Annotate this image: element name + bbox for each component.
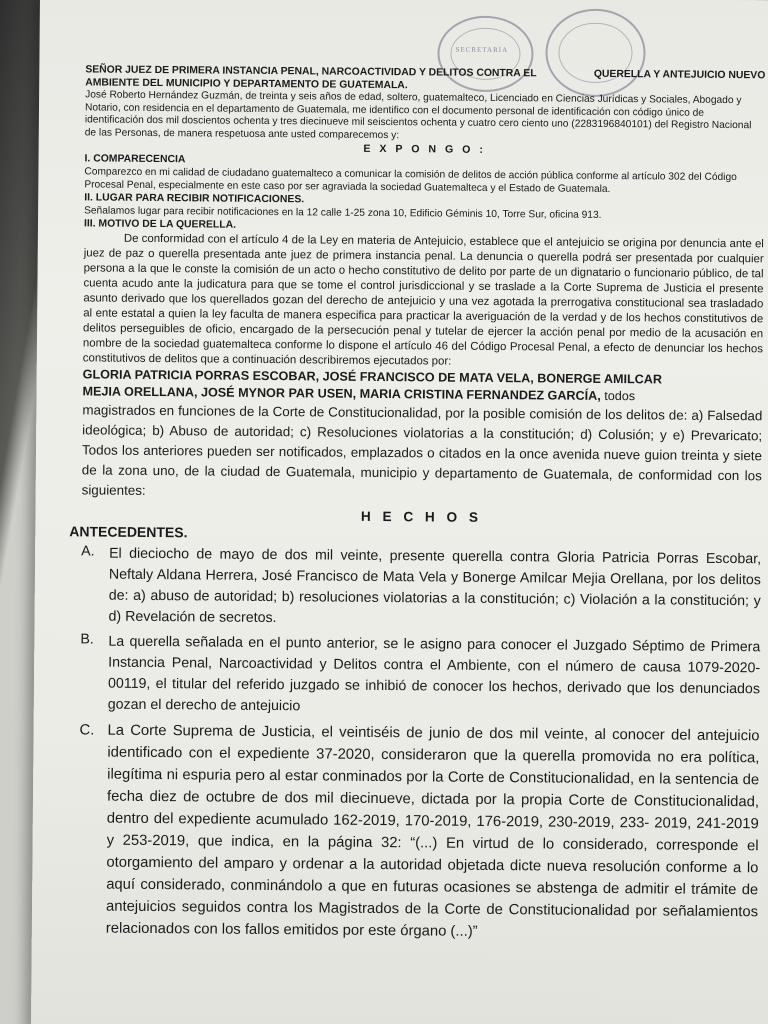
antecedentes-heading: ANTECEDENTES. <box>69 523 188 541</box>
section-3-title: III. MOTIVO DE LA QUERELLA. <box>83 218 237 232</box>
document-type-label: QUERELLA Y ANTEJUICIO NUEVO <box>593 68 766 82</box>
list-item-letter: C. <box>79 722 95 739</box>
list-item-text: La Corte Suprema de Justicia, el veintiséis de junio de dos mil veinte, al conocer del antejuicio identificado con el expediente 37-2020, consideraron que la querella promovida no era política, ilegítima ni espuria pero al estar conminados por la Corte de Constitucionalidad, en la sentencia de fecha diez de octubre de dos mil diecinueve, dictada por la propia Corte de Constitucionalidad, dentro del expediente acumulado 162-2019, 170-2019, 176-2019, 230-2019, 233- 2019, 241-2019 y 253-2019, que indica, en la página 32: “(...) En virtud de lo considerado, corresponde el otorgamiento del amparo y ordenar a la autoridad objetada dicte nueva resolución conforme a lo aquí considerado, conminándolo a que en futuras ocasiones se abstenga de admitir el trámite de antejuicios seguidos contra los Magistrados de la Corte de Constitucionalidad por señalamientos relacionados con los fallos emitidos por este órgano (...)” <box>105 722 760 940</box>
expongo-heading: E X P O N G O : <box>363 143 486 157</box>
section-2-title: II. LUGAR PARA RECIBIR NOTIFICACIONES. <box>84 192 305 206</box>
after-names-paragraph: magistrados en funciones de la Corte de Constitucionalidad, por la posible comisión de los delitos de: a) Falsedad ideológica; b) Abuso de autoridad; c) Resoluciones violatorias a la constitución; d) Colusión; y e) Prevaricato; Todos los anteriores pueden ser notificados, emplazados o citados en la once avenida nueve guion treinta y siete de la zona uno, de la ciudad de Guatemala, municipio y departamento de Guatemala, de conformidad con los siguientes: <box>81 402 763 498</box>
list-item <box>80 543 761 633</box>
section-1-title: I. COMPARECENCIA <box>84 153 186 166</box>
list-item-letter: B. <box>80 631 94 648</box>
list-item-letter: A. <box>81 543 95 560</box>
list-item <box>80 631 761 721</box>
section-2-text: Señalamos lugar para recibir notificaciones en la 12 calle 1-25 zona 10, Edificio Géminis 10, Torre Sur, oficina 913. <box>84 205 602 221</box>
stamp-label: SECRETARIA <box>455 45 509 55</box>
list-item-text: El dieciocho de mayo de dos mil veinte, presente querella contra Gloria Patricia Porras Escobar, Neftaly Aldana Herrera, José Francisco de Mata Vela y Bonerge Amilcar Mejia Orellana, por los delitos de: a) abuso de autoridad; b) resoluciones violatorias a la constitución; c) Violación a la constitución; y d) Revelación de secretos. <box>108 545 762 627</box>
hechos-heading: H E C H O S <box>360 508 483 525</box>
intro-paragraph: José Roberto Hernández Guzmán, de treinta y seis años de edad, soltero, guatemalteco, Licenciado en Ciencias Jurídicas y Sociales, Abogado y Notario, con residencia en el departamento de Guatemala, me identifico con el documento personal de identificación con código único de identificación dos mil doscientos ochenta y tres diecinueve mil seiscientos ochenta y cuatro cero ciento uno (2283196840101) del Registro Nacional de las Personas, de manera respetuosa ante usted comparecemos y: <box>84 89 752 141</box>
document-content <box>69 64 766 949</box>
accused-names-line-1: GLORIA PATRICIA PORRAS ESCOBAR, JOSÉ FRANCISCO DE MATA VELA, BONERGE AMILCAR <box>82 367 663 387</box>
section-1-text: Comparezco en mi calidad de ciudadano guatemalteco a comunicar la comisión de delitos de acción pública conforme al artículo 302 del Código Procesal Penal, especialmente en este caso por ser agraviada la sociedad Guatemalteca y el Estado de Guatemala. <box>84 166 737 195</box>
addressee-line-1: SEÑOR JUEZ DE PRIMERA INSTANCIA PENAL, NARCOACTIVIDAD Y DELITOS CONTRA EL <box>85 64 537 80</box>
list-item-text: La querella señalada en el punto anterior, se le asigno para conocer el Juzgado Séptimo de Primera Instancia Penal, Narcoactividad y Delitos contra el Ambiente, con el número de causa 1079-2020-00119, el titular del referido juzgado se inhibió de conocer los hechos, derivado que los denunciados gozan el derecho de antejuicio <box>107 633 761 715</box>
addressee-line-2: AMBIENTE DEL MUNICIPIO Y DEPARTAMENTO DE GUATEMALA. <box>85 76 408 91</box>
list-item <box>78 719 760 945</box>
accused-names-line-2-text: MEJIA ORELLANA, JOSÉ MYNOR PAR USEN, MARIA CRISTINA FERNANDEZ GARCÍA, <box>82 384 601 403</box>
document-page <box>31 0 768 1024</box>
section-3-text: De conformidad con el artículo 4 de la Ley en materia de Antejuicio, establece que el antejuicio se origina por denuncia ante el juez de paz o querella presentada ante juez de primera instancia penal. La denuncia o querella podrá ser presentada por cualquier persona a la que le conste la comisión de un acto o hecho constitutivo de delito por parte de un dignatario o funcionario público, de tal cuenta acudo ante la judicatura para que se tome el control jurisdiccional y se traslade a la Corte Suprema de Justicia el presente asunto derivado que los querellados gozan del derecho de antejuicio y una vez agotada la prerrogativa constitucional sea trasladado al ente estatal a quien la ley faculta de manera especifica para practicar la averiguación de la verdad y de los hechos constitutivos de delitos perseguibles de oficio, encargado de la persecución penal y tutelar de ejercer la acción penal por medio de la acusación en nombre de la sociedad guatemalteca conforme lo dispone el artículo 46 del Código Procesal Penal, a efecto de denunciar los hechos constitutivos de delitos que a continuación describiremos ejecutados por: <box>82 232 764 368</box>
accused-names-suffix: todos <box>600 388 636 404</box>
